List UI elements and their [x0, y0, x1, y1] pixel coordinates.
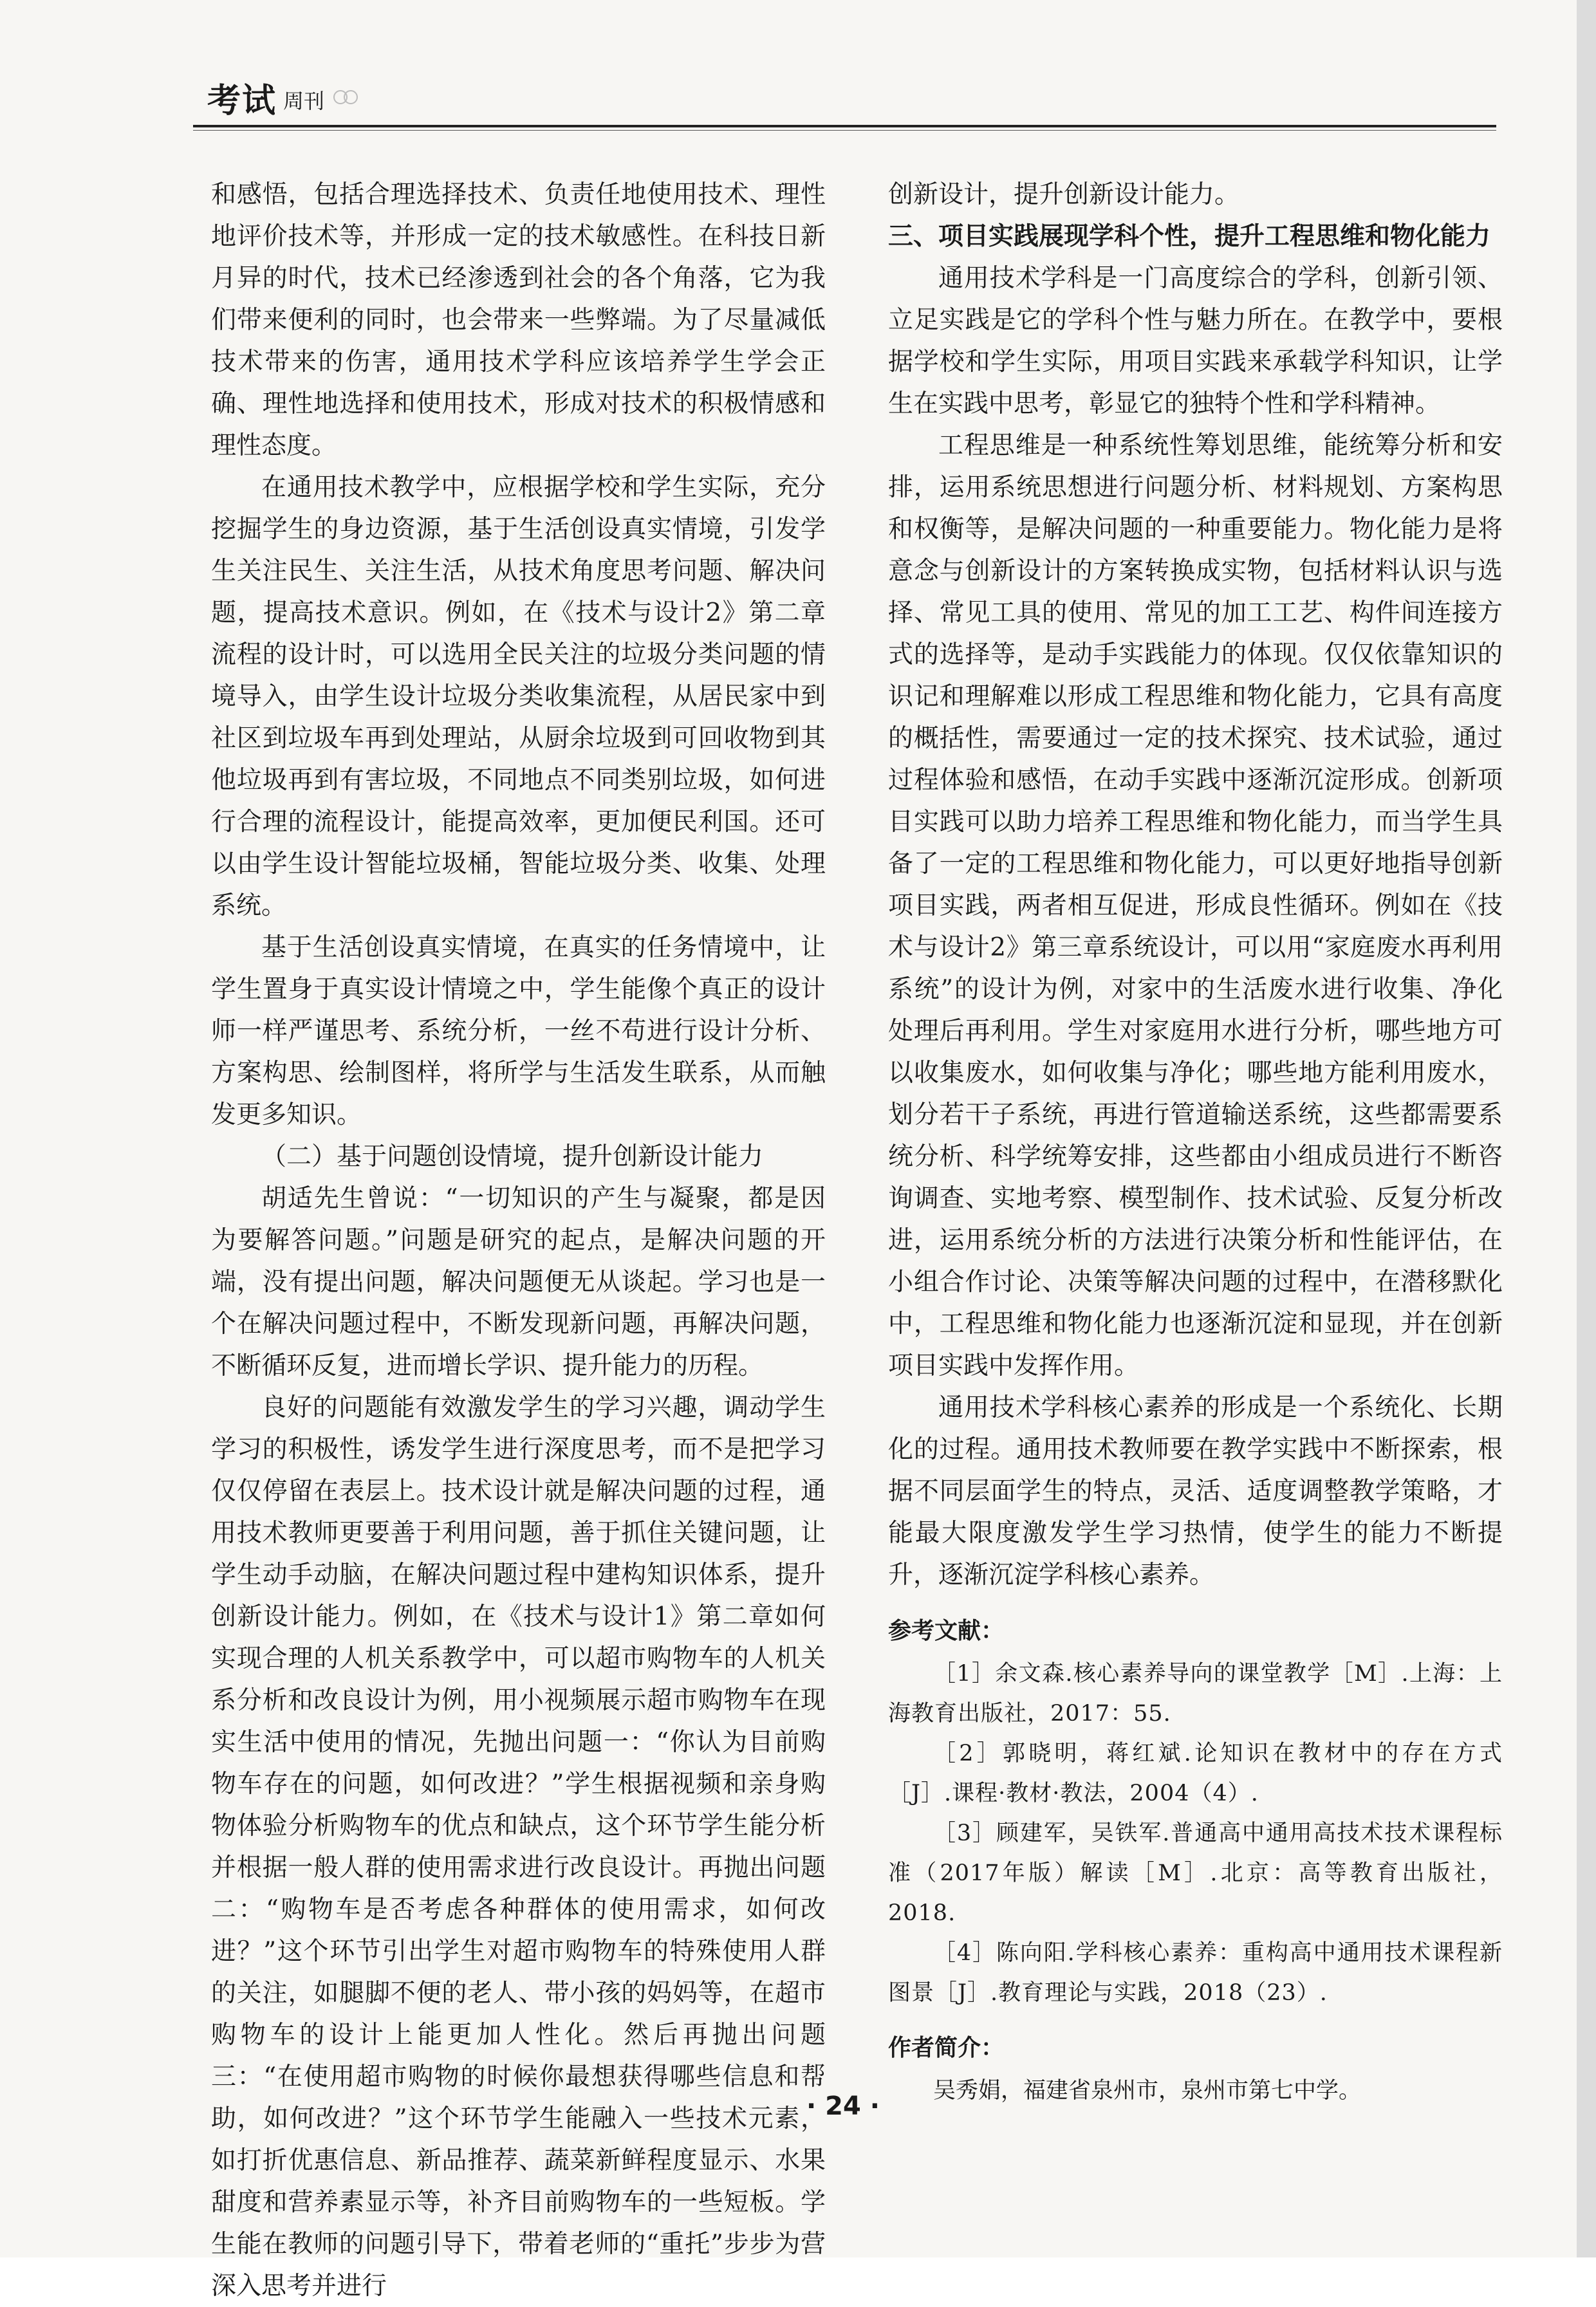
reference-item: ［2］郭晓明，蒋红斌.论知识在教材中的存在方式［J］.课程·教材·教法，2004（4）.	[888, 1741, 1503, 1806]
left-column	[211, 174, 826, 2307]
paragraph: 良好的问题能有效激发学生的学习兴趣，调动学生学习的积极性，诱发学生进行深度思考，而不是把学习仅仅停留在表层上。技术设计就是解决问题的过程，通用技术教师更要善于利用问题，善于抓住关键问题，让学生动手动脑，在解决问题过程中建构知识体系，提升创新设计能力。例如，在《技术与设计1》第二章如何实现合理的人机关系教学中，可以超市购物车的人机关系分析和改良设计为例，用小视频展示超市购物车在现实生活中使用的情况，先抛出问题一：“你认为目前购物车存在的问题，如何改进？”学生根据视频和亲身购物体验分析购物车的优点和缺点，这个环节学生能分析并根据一般人群的使用需求进行改良设计。再抛出问题二：“购物车是否考虑各种群体的使用需求，如何改进？”这个环节引出学生对超市购物车的特殊使用人群的关注，如腿脚不便的老人、带小孩的妈妈等，在超市购物车的设计上能更加人性化。然后再抛出问题三：“在使用超市购物的时候你最想获得哪些信息和帮助，如何改进？”这个环节学生能融入一些技术元素，如打折优惠信息、新品推荐、蔬菜新鲜程度显示、水果甜度和营养素显示等，补齐目前购物车的一些短板。学生能在教师的问题引导下，带着老师的“重托”步步为营深入思考并进行	[211, 1393, 826, 2301]
header-rule	[193, 125, 1496, 127]
author-text: 吴秀娟，福建省泉州市，泉州市第七中学。	[933, 2078, 1362, 2104]
reference-item: ［1］余文森.核心素养导向的课堂教学［M］.上海：上海教育出版社，2017：55.	[888, 1661, 1503, 1727]
author-info	[888, 2071, 1503, 2111]
paragraph: 通用技术学科核心素养的形成是一个系统化、长期化的过程。通用技术教师要在教学实践中不断探索，根据不同层面学生的特点，灵活、适度调整教学策略，才能最大限度激发学生学习热情，使学生的能力不断提升，逐渐沉淀学科核心素养。	[888, 1393, 1503, 1589]
running-header	[193, 69, 1454, 127]
reference-item: ［3］顾建军，吴铁军.普通高中通用高技术技术课程标准（2017年版）解读［M］.北京：高等教育出版社，2018.	[888, 1821, 1503, 1926]
journal-name: 考试	[207, 82, 277, 120]
paragraph: 胡适先生曾说：“一切知识的产生与凝聚，都是因为要解答问题。”问题是研究的起点，是解决问题的开端，没有提出问题，解决问题便无从谈起。学习也是一个在解决问题过程中，不断发现新问题，再解决问题，不断循环反复，进而增长学识、提升能力的历程。	[211, 1184, 826, 1380]
subsection-heading: （二）基于问题创设情境，提升创新设计能力	[261, 1142, 764, 1171]
right-column	[888, 174, 1503, 2111]
paragraph: 工程思维是一种系统性筹划思维，能统筹分析和安排，运用系统思想进行问题分析、材料规划、方案构思和权衡等，是解决问题的一种重要能力。物化能力是将意念与创新设计的方案转换成实物，包括材料认识与选择、常见工具的使用、常见的加工工艺、构件间连接方式的选择等，是动手实践能力的体现。仅仅依靠知识的识记和理解难以形成工程思维和物化能力，它具有高度的概括性，需要通过一定的技术探究、技术试验，通过过程体验和感悟，在动手实践中逐渐沉淀形成。创新项目实践可以助力培养工程思维和物化能力，而当学生具备了一定的工程思维和物化能力，可以更好地指导创新项目实践，两者相互促进，形成良性循环。例如在《技术与设计2》第三章系统设计，可以用“家庭废水再利用系统”的设计为例，对家中的生活废水进行收集、净化处理后再利用。学生对家庭用水进行分析，哪些地方可以收集废水，如何收集与净化；哪些地方能利用废水，划分若干子系统，再进行管道输送系统，这些都需要系统分析、科学统筹安排，这些都由小组成员进行不断咨询调查、实地考察、模型制作、技术试验、反复分析改进，运用系统分析的方法进行决策分析和性能评估，在小组合作讨论、决策等解决问题的过程中，在潜移默化中，工程思维和物化能力也逐渐沉淀和显现，并在创新项目实践中发挥作用。	[888, 431, 1503, 1380]
paragraph: 通用技术学科是一门高度综合的学科，创新引领、立足实践是它的学科个性与魅力所在。在教学中，要根据学校和学生实际，用项目实践来承载学科知识，让学生在实践中思考，彰显它的独特个性和学科精神。	[888, 264, 1503, 418]
paragraph: 和感悟，包括合理选择技术、负责任地使用技术、理性地评价技术等，并形成一定的技术敏感性。在科技日新月异的时代，技术已经渗透到社会的各个角落，它为我们带来便利的同时，也会带来一些弊端。为了尽量减低技术带来的伤害，通用技术学科应该培养学生学会正确、理性地选择和使用技术，形成对技术的积极情感和理性态度。	[211, 180, 826, 460]
paragraph: 创新设计，提升创新设计能力。	[888, 180, 1240, 209]
author-heading: 作者简介：	[888, 2035, 1005, 2061]
header-rule-thin	[193, 130, 1496, 131]
paragraph: 基于生活创设真实情境，在真实的任务情境中，让学生置身于真实设计情境之中，学生能像个真正的设计师一样严谨思考、系统分析，一丝不苟进行设计分析、方案构思、绘制图样，将所学与生活发生联系，从而触发更多知识。	[211, 933, 826, 1129]
journal-subtitle: 周刊	[283, 89, 325, 113]
header-ornament-icon	[333, 90, 353, 109]
references-heading: 参考文献：	[888, 1618, 1005, 1644]
section-heading: 三、项目实践展现学科个性，提升工程思维和物化能力	[888, 222, 1491, 251]
paragraph: 在通用技术教学中，应根据学校和学生实际，充分挖掘学生的身边资源，基于生活创设真实情境，引发学生关注民生、关注生活，从技术角度思考问题、解决问题，提高技术意识。例如，在《技术与设计2》第二章流程的设计时，可以选用全民关注的垃圾分类问题的情境导入，由学生设计垃圾分类收集流程，从居民家中到社区到垃圾车再到处理站，从厨余垃圾到可回收物到其他垃圾再到有害垃圾，不同地点不同类别垃圾，如何进行合理的流程设计，能提高效率，更加便民利国。还可以由学生设计智能垃圾桶，智能垃圾分类、收集、处理系统。	[211, 473, 826, 920]
scan-edge	[1577, 0, 1596, 2257]
page-number: · 24 ·	[806, 2091, 880, 2121]
reference-item: ［4］陈向阳.学科核心素养：重构高中通用技术课程新图景［J］.教育理论与实践，2018（23）.	[888, 1940, 1503, 2006]
references-list	[888, 1654, 1503, 2013]
